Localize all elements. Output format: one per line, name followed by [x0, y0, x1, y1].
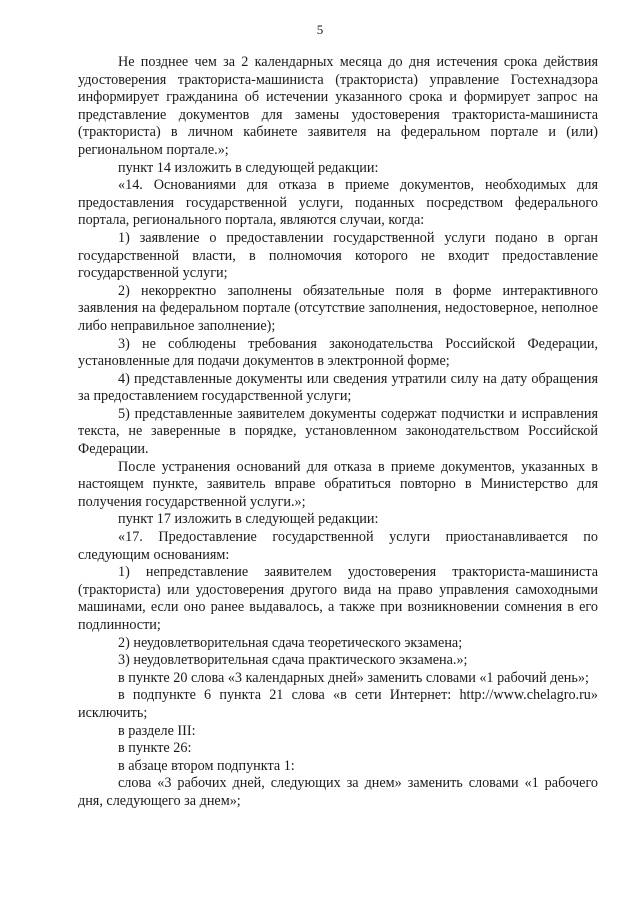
paragraph: «17. Предоставление государственной услуги приостанавливается по следующим основаниям:: [78, 529, 598, 563]
paragraph: После устранения оснований для отказа в приеме документов, указанных в настоящем пункте, заявитель вправе обратиться повторно в Министерство для получения государственной услуги.»;: [78, 458, 598, 510]
paragraph: 5) представленные заявителем документы содержат подчистки и исправления текста, не заверенные в порядке, установленном законодательством Российской Федерации.: [78, 405, 598, 458]
paragraph: пункт 14 изложить в следующей редакции:: [118, 159, 379, 176]
page-number: 5: [316, 22, 324, 37]
paragraph: 2) некорректно заполнены обязательные поля в форме интерактивного заявления на федеральном портале (отсутствие заполнения, недостоверное, неполное либо неправильное заполнение);: [78, 282, 598, 334]
document-body: [78, 54, 598, 811]
paragraph: «14. Основаниями для отказа в приеме документов, необходимых для предоставления государственной услуги, поданных посредством федерального портала, регионального портала, являются случаи, когда:: [78, 177, 598, 229]
paragraph: 3) не соблюдены требования законодательства Российской Федерации, установленные для подачи документов в электронной форме;: [78, 335, 598, 370]
paragraph: Не позднее чем за 2 календарных месяца до дня истечения срока действия удостоверения тракториста-машиниста (тракториста) управление Гостехнадзора информирует гражданина об истечении указанного срока и формирует запрос на представление документов для замены удостоверения тракториста-машиниста (тракториста) в личном кабинете заявителя на федеральном портале и (или) региональном портале.»;: [78, 54, 598, 158]
paragraph: слова «3 рабочих дней, следующих за днем» заменить словами «1 рабочего дня, следующего за днем»;: [78, 775, 598, 809]
paragraph: 2) неудовлетворительная сдача теоретического экзамена;: [118, 634, 463, 651]
paragraph: в пункте 20 слова «3 календарных дней» заменить словами «1 рабочий день»;: [118, 669, 589, 686]
paragraph: 1) непредставление заявителем удостоверения тракториста-машиниста (тракториста) или удостоверения другого вида на право управления самоходными машинами, если оно ранее выдавалось, а также при возникновении сомнения в его подлинности;: [78, 564, 598, 633]
paragraph: в подпункте 6 пункта 21 слова «в сети Интернет: http://www.chelagro.ru» исключить;: [78, 687, 598, 721]
paragraph: в разделе III:: [118, 722, 196, 739]
paragraph: 1) заявление о предоставлении государственной услуги подано в орган государственной власти, в полномочия которого не входит предоставление государственной услуги;: [78, 229, 598, 282]
paragraph: пункт 17 изложить в следующей редакции:: [118, 511, 379, 528]
paragraph: в пункте 26:: [118, 740, 192, 757]
paragraph: в абзаце втором подпункта 1:: [118, 757, 295, 774]
paragraph: 3) неудовлетворительная сдача практического экзамена.»;: [118, 652, 468, 669]
paragraph: 4) представленные документы или сведения утратили силу на дату обращения за предоставлением государственной услуги;: [78, 370, 598, 405]
